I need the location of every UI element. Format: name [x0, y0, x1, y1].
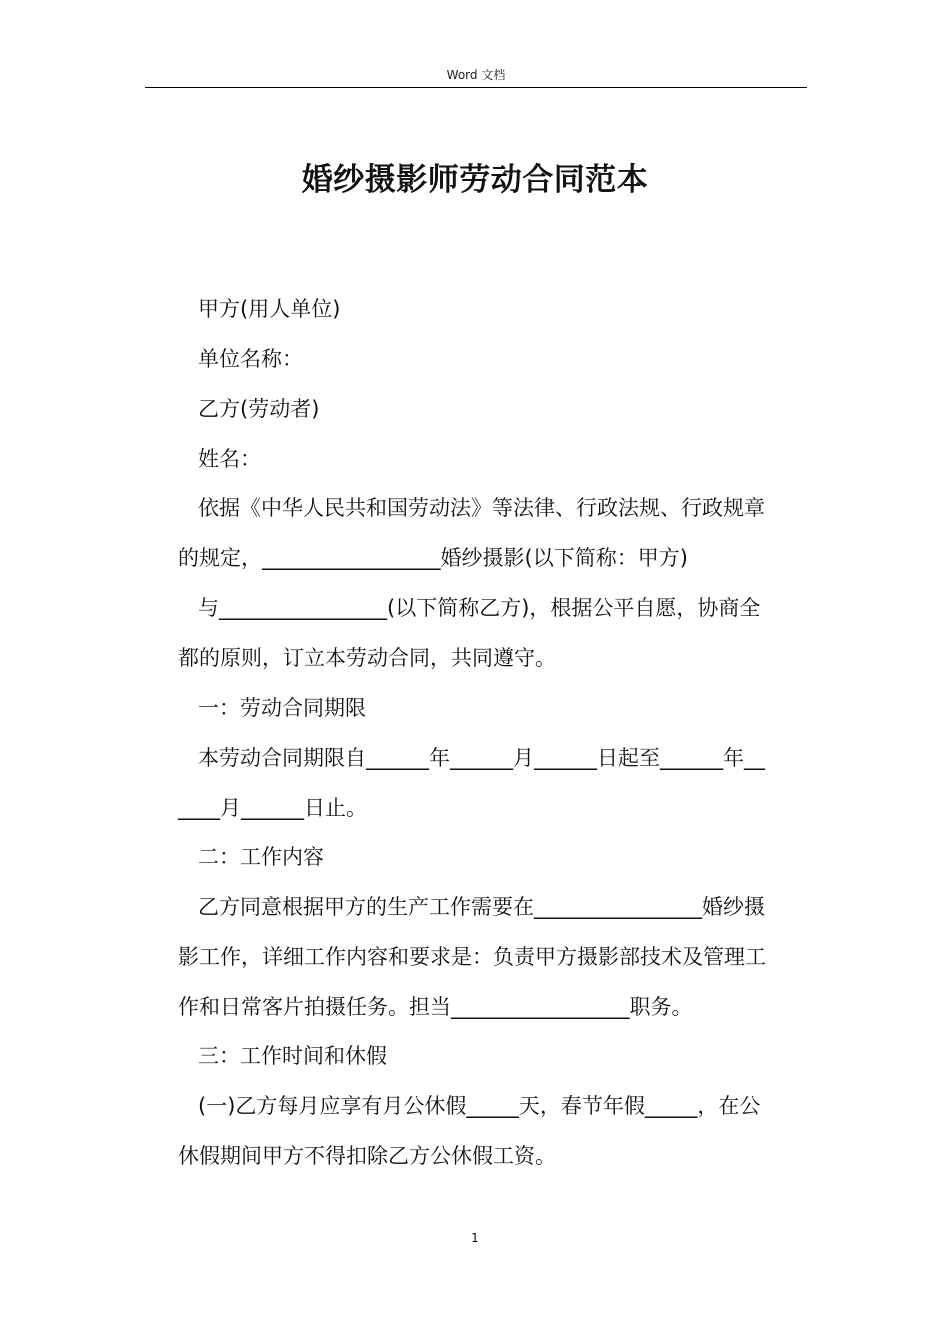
- name-label: 姓名：: [198, 447, 261, 471]
- paragraph-line: (一)乙方每月应享有月公休假_____天，春节年假_____，在公: [198, 1094, 761, 1118]
- paragraph-line: 作和日常客片拍摄任务。担当_________________职务。: [178, 995, 693, 1019]
- paragraph-line: ____月______日止。: [178, 796, 367, 820]
- party-a-label: 甲方(用人单位): [198, 297, 341, 321]
- section-heading: 三：工作时间和休假: [198, 1044, 387, 1068]
- section-heading: 一：劳动合同期限: [198, 696, 366, 720]
- section-heading: 二：工作内容: [198, 845, 324, 869]
- paragraph-line: 依据《中华人民共和国劳动法》等法律、行政法规、行政规章: [198, 496, 765, 520]
- paragraph-line: 都的原则，订立本劳动合同，共同遵守。: [178, 646, 556, 670]
- unit-name-label: 单位名称：: [198, 347, 303, 371]
- page-header: Word 文档: [446, 68, 506, 82]
- paragraph-line: 休假期间甲方不得扣除乙方公休假工资。: [178, 1144, 556, 1168]
- paragraph-line: 本劳动合同期限自______年______月______日起至______年__: [198, 746, 765, 770]
- document-title: 婚纱摄影师劳动合同范本: [301, 162, 649, 198]
- paragraph-line: 的规定，_________________婚纱摄影(以下简称：甲方): [178, 546, 688, 570]
- paragraph-line: 乙方同意根据甲方的生产工作需要在________________婚纱摄: [198, 895, 765, 919]
- header-rule: [145, 87, 807, 88]
- paragraph-line: 与________________(以下简称乙方)，根据公平自愿，协商全: [198, 596, 761, 620]
- party-b-label: 乙方(劳动者): [198, 397, 320, 421]
- page-number: 1: [471, 1231, 479, 1245]
- paragraph-line: 影工作，详细工作内容和要求是：负责甲方摄影部技术及管理工: [178, 945, 766, 969]
